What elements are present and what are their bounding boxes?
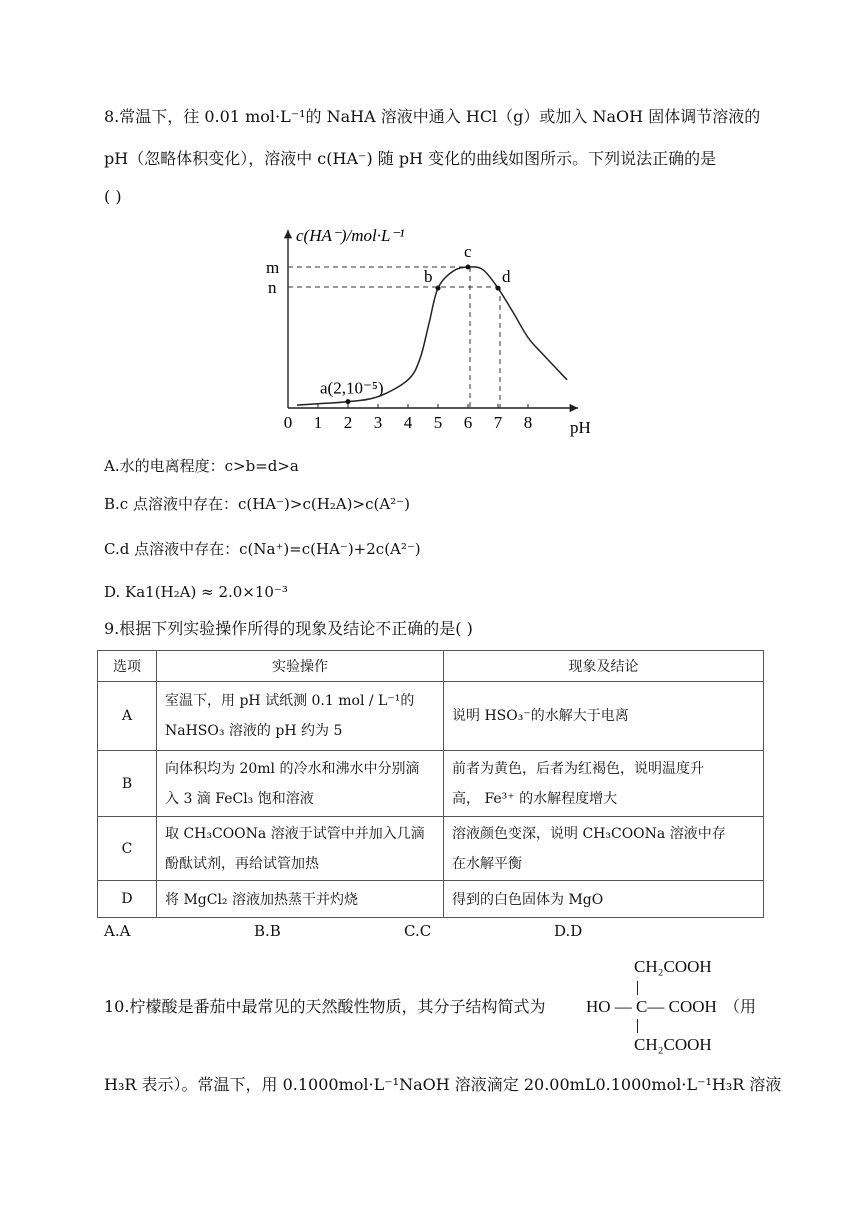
q10-line2: H₃R 表示）。常温下，用 0.1000mol·L⁻¹NaOH 溶液滴定 20.00mL0.1000mol·L⁻¹H₃R 溶液 bbox=[104, 1075, 782, 1094]
x-tick-label: 2 bbox=[343, 413, 353, 432]
x-tick-label: 7 bbox=[493, 413, 503, 432]
q8-line2: pH（忽略体积变化），溶液中 c(HA⁻) 随 pH 变化的曲线如图所示。下列说法正确的是 bbox=[104, 149, 717, 168]
point-label: c bbox=[464, 242, 472, 261]
x-tick-label: 3 bbox=[373, 413, 383, 432]
y-tick-n: n bbox=[268, 278, 277, 297]
row-result bbox=[444, 751, 764, 817]
x-tick-label: 0 bbox=[283, 413, 293, 432]
operation-line: 室温下，用 pH 试纸测 0.1 mol / L⁻¹的 bbox=[165, 693, 415, 709]
operation-line: 取 CH₃COONa 溶液于试管中并加入几滴 bbox=[165, 825, 425, 842]
result-line: 在水解平衡 bbox=[452, 855, 522, 872]
point-marker bbox=[496, 286, 501, 291]
result-line: 说明 HSO₃⁻的水解大于电离 bbox=[452, 708, 629, 724]
x-tick-label: 8 bbox=[523, 413, 533, 432]
operation-line: 向体积均为 20ml 的冷水和沸水中分别滴 bbox=[165, 760, 420, 777]
q9-title: 9.根据下列实验操作所得的现象及结论不正确的是( ) bbox=[104, 619, 473, 638]
header-result: 现象及结论 bbox=[444, 651, 764, 682]
x-tick-label: 1 bbox=[313, 413, 323, 432]
q8-option-b: B.c 点溶液中存在：c(HA⁻)>c(H₂A)>c(A²⁻) bbox=[104, 495, 410, 513]
q8-line3: ( ) bbox=[104, 187, 122, 206]
formula-bond-down bbox=[637, 1019, 638, 1033]
row-key: A bbox=[98, 682, 157, 751]
point-label: d bbox=[502, 267, 511, 287]
table-row bbox=[98, 751, 764, 817]
q8-option-a: A.水的电离程度：c>b=d>a bbox=[104, 457, 299, 475]
formula-mid: HO — C— COOH bbox=[586, 997, 717, 1016]
y-tick-m: m bbox=[266, 258, 280, 277]
x-tick-label: 4 bbox=[403, 413, 413, 432]
row-operation bbox=[157, 751, 444, 817]
operation-line: 酚酞试剂，再给试管加热 bbox=[165, 855, 319, 872]
row-key: C bbox=[98, 817, 157, 881]
row-result: 得到的白色固体为 MgO bbox=[444, 881, 764, 918]
row-operation: 将 MgCl₂ 溶液加热蒸干并灼烧 bbox=[157, 881, 444, 918]
table-row bbox=[98, 881, 764, 918]
row-result bbox=[444, 817, 764, 881]
q8-line1: 8.常温下，往 0.01 mol·L⁻¹的 NaHA 溶液中通入 HCl（g）或加入 NaOH 固体调节溶液的 bbox=[104, 107, 761, 126]
experiment-table bbox=[97, 650, 764, 918]
q9-answer-d: D.D bbox=[554, 922, 583, 940]
q9-answer-c: C.C bbox=[404, 922, 432, 940]
q8-option-d: D. Ka1(H₂A) ≈ 2.0×10⁻³ bbox=[104, 583, 288, 601]
y-axis-label: c(HA⁻)/mol·L⁻¹ bbox=[296, 226, 405, 245]
x-axis-label: pH bbox=[570, 418, 591, 437]
result-line: 溶液颜色变深，说明 CH₃COONa 溶液中存 bbox=[452, 825, 726, 842]
result-line: 前者为黄色，后者为红褐色，说明温度升 bbox=[452, 760, 704, 777]
q10-line1: 10.柠檬酸是番茄中最常见的天然酸性物质，其分子结构简式为 bbox=[104, 997, 546, 1016]
row-key: D bbox=[98, 881, 157, 918]
q8-option-c: C.d 点溶液中存在：c(Na⁺)=c(HA⁻)+2c(A²⁻) bbox=[104, 540, 421, 558]
operation-line: 入 3 滴 FeCl₃ 饱和溶液 bbox=[165, 790, 314, 807]
header-option: 选项 bbox=[98, 651, 157, 682]
x-tick-label: 5 bbox=[433, 413, 443, 432]
table-row bbox=[98, 682, 764, 751]
formula-bottom: CH₂COOH bbox=[634, 1035, 712, 1054]
point-marker bbox=[346, 399, 351, 404]
chart bbox=[260, 215, 620, 440]
point-marker bbox=[436, 286, 441, 291]
header-operation: 实验操作 bbox=[157, 651, 444, 682]
q9-answer-a: A.A bbox=[104, 922, 131, 940]
q9-answer-b: B.B bbox=[254, 922, 281, 940]
q10-line1-tail: （用 bbox=[724, 997, 757, 1016]
marked-points bbox=[320, 242, 511, 404]
point-label: b bbox=[424, 267, 433, 287]
x-tick-label: 6 bbox=[463, 413, 473, 432]
result-line: 高， Fe³⁺ 的水解程度增大 bbox=[452, 790, 618, 807]
row-operation bbox=[157, 817, 444, 881]
operation-line: NaHSO₃ 溶液的 pH 约为 5 bbox=[165, 723, 343, 739]
table-row bbox=[98, 817, 764, 881]
row-key: B bbox=[98, 751, 157, 817]
table-header-row bbox=[98, 651, 764, 682]
formula-top: CH₂COOH bbox=[634, 957, 712, 976]
formula-bond-up bbox=[637, 981, 638, 995]
point-label: a(2,10⁻⁵) bbox=[320, 378, 384, 398]
row-operation bbox=[157, 682, 444, 751]
row-result bbox=[444, 682, 764, 751]
point-marker bbox=[466, 265, 471, 270]
